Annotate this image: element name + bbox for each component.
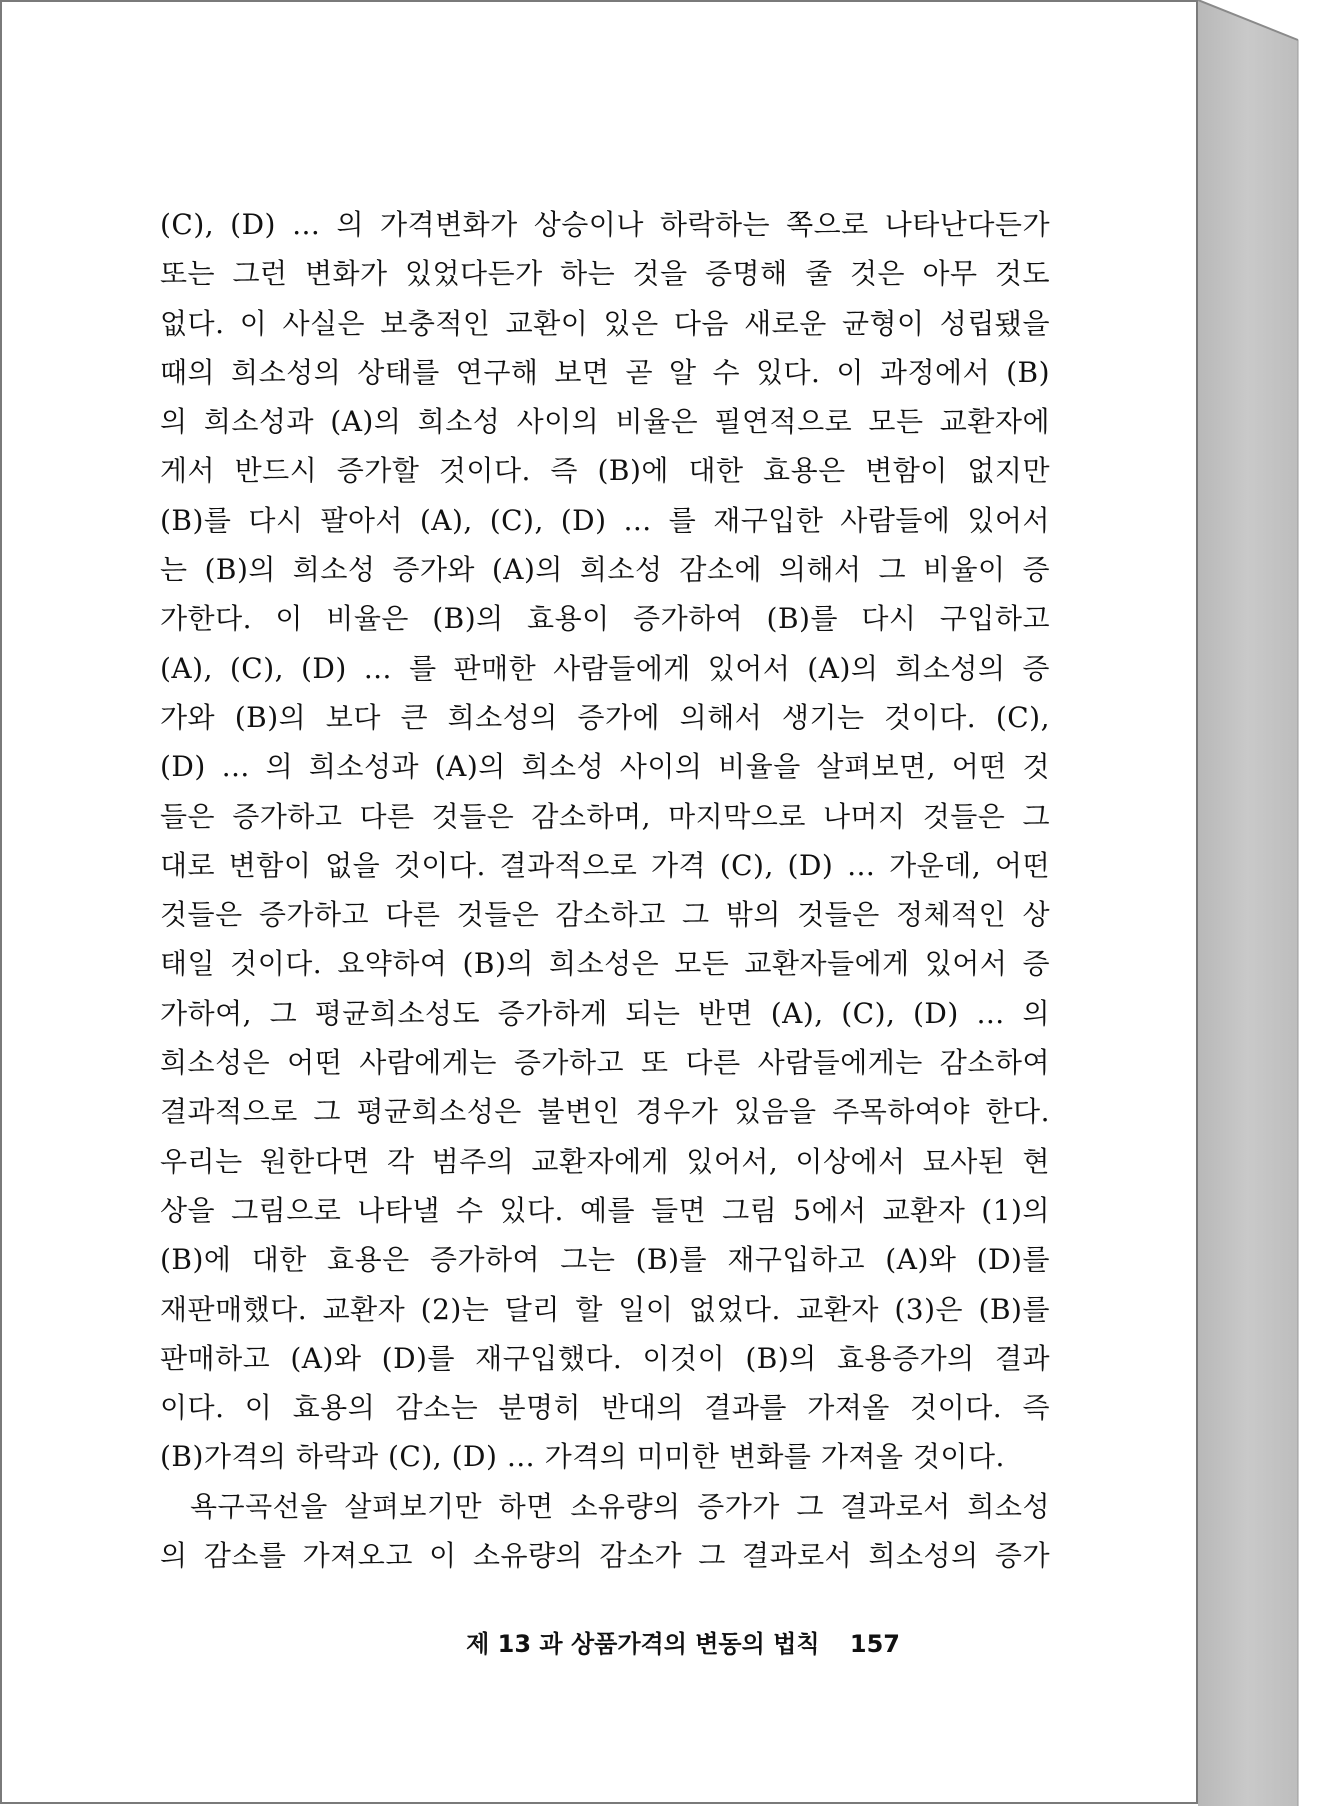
text-line: 때의 희소성의 상태를 연구해 보면 곧 알 수 있다. 이 과정에서 (B) xyxy=(160,355,1050,389)
text-line: 가하여, 그 평균희소성도 증가하게 되는 반면 (A), (C), (D) … 의 xyxy=(160,996,1050,1030)
text-line: 태일 것이다. 요약하여 (B)의 희소성은 모든 교환자들에게 있어서 증 xyxy=(160,947,1050,981)
text-line: 이다. 이 효용의 감소는 분명히 반대의 결과를 가져올 것이다. 즉 xyxy=(160,1391,1050,1425)
text-line: 또는 그런 변화가 있었다든가 하는 것을 증명해 줄 것은 아무 것도 xyxy=(160,257,1050,291)
text-line: 대로 변함이 없을 것이다. 결과적으로 가격 (C), (D) … 가운데, 어떤 xyxy=(160,848,1050,882)
text-line: (A), (C), (D) … 를 판매한 사람들에게 있어서 (A)의 희소성의 증 xyxy=(160,651,1050,685)
text-line: 결과적으로 그 평균희소성은 불변인 경우가 있음을 주목하여야 한다. xyxy=(160,1095,1050,1129)
text-line: (B)를 다시 팔아서 (A), (C), (D) … 를 재구입한 사람들에 있어서 xyxy=(160,503,1050,537)
text-line: 의 희소성과 (A)의 희소성 사이의 비율은 필연적으로 모든 교환자에 xyxy=(160,405,1050,439)
text-line: 는 (B)의 희소성 증가와 (A)의 희소성 감소에 의해서 그 비율이 증 xyxy=(160,553,1050,587)
body-text xyxy=(160,200,1050,1580)
text-line: (C), (D) … 의 가격변화가 상승이나 하락하는 쪽으로 나타난다든가 xyxy=(160,208,1050,241)
text-line: 들은 증가하고 다른 것들은 감소하며, 마지막으로 나머지 것들은 그 xyxy=(160,799,1050,833)
text-line: 상을 그림으로 나타낼 수 있다. 예를 들면 그림 5에서 교환자 (1)의 xyxy=(160,1193,1050,1227)
text-line: (B)에 대한 효용은 증가하여 그는 (B)를 재구입하고 (A)와 (D)를 xyxy=(160,1243,1050,1277)
text-line: 가한다. 이 비율은 (B)의 효용이 증가하여 (B)를 다시 구입하고 xyxy=(160,602,1050,636)
text-line: 의 감소를 가져오고 이 소유량의 감소가 그 결과로서 희소성의 증가 xyxy=(160,1539,1050,1573)
page-footer xyxy=(466,1624,900,1659)
text-line: 것들은 증가하고 다른 것들은 감소하고 그 밖의 것들은 정체적인 상 xyxy=(160,898,1050,932)
text-line: 가와 (B)의 보다 큰 희소성의 증가에 의해서 생기는 것이다. (C), xyxy=(160,700,1050,734)
text-line: 우리는 원한다면 각 범주의 교환자에게 있어서, 이상에서 묘사된 현 xyxy=(160,1144,1050,1178)
text-line: 욕구곡선을 살펴보기만 하면 소유량의 증가가 그 결과로서 희소성 xyxy=(190,1489,1050,1523)
book-page-edge xyxy=(1198,0,1340,1806)
running-head: 제 13 과 상품가격의 변동의 법칙 xyxy=(466,1630,820,1658)
text-line: (B)가격의 하락과 (C), (D) … 가격의 미미한 변화를 가져올 것이다. xyxy=(160,1440,1005,1474)
text-line: (D) … 의 희소성과 (A)의 희소성 사이의 비율을 살펴보면, 어떤 것 xyxy=(160,750,1050,784)
text-line: 없다. 이 사실은 보충적인 교환이 있은 다음 새로운 균형이 성립됐을 xyxy=(160,306,1050,340)
text-line: 재판매했다. 교환자 (2)는 달리 할 일이 없었다. 교환자 (3)은 (B)를 xyxy=(160,1292,1050,1326)
text-line: 게서 반드시 증가할 것이다. 즉 (B)에 대한 효용은 변함이 없지만 xyxy=(160,454,1050,488)
text-line: 희소성은 어떤 사람에게는 증가하고 또 다른 사람들에게는 감소하여 xyxy=(160,1046,1050,1080)
text-line: 판매하고 (A)와 (D)를 재구입했다. 이것이 (B)의 효용증가의 결과 xyxy=(160,1341,1050,1375)
page-number: 157 xyxy=(849,1630,900,1658)
